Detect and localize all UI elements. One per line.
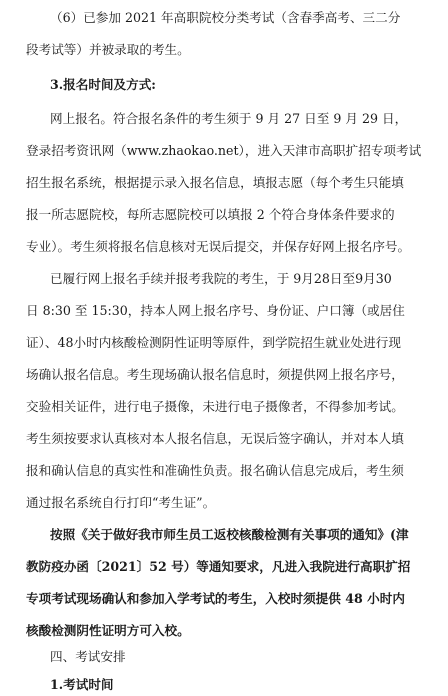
text-line: 已履行网上报名手续并报考我院的考生，于 9月28日至9月30	[50, 271, 392, 286]
text-line: 报和确认信息的真实性和准确性负责。报名确认信息完成后，考生须	[26, 463, 404, 478]
text-line: 通过报名系统自行打印“考生证”。	[26, 495, 216, 510]
notice-line: 专项考试现场确认和参加入学考试的考生，入校时须提供 48 小时内	[26, 591, 405, 606]
text-line: 登录招考资讯网（www.zhaokao.net），进入天津市高职扩招专项考试	[26, 143, 422, 158]
text-line: 段考试等）并被录取的考生。	[26, 42, 190, 57]
text-line: 招生报名系统，根据提示录入报名信息，填报志愿（每个考生只能填	[26, 175, 404, 190]
text-line: 网上报名。符合报名条件的考生须于 9 月 27 日至 9 月 29 日，	[50, 111, 408, 126]
notice-line: 教防疫办函〔2021〕52 号）等通知要求，凡进入我院进行高职扩招	[26, 559, 411, 574]
subsection-heading: 1.考试时间	[50, 677, 114, 692]
text-line: 日 8:30 至 15:30，持本人网上报名序号、身份证、户口簿（或居住	[26, 303, 405, 318]
section-heading: 3.报名时间及方式:	[50, 77, 156, 92]
text-line: 专业）。考生须将报名信息核对无误后提交，并保存好网上报名序号。	[26, 239, 411, 254]
text-line: 交验相关证件，进行电子摄像，未进行电子摄像者，不得参加考试。	[26, 399, 404, 414]
text-line: 场确认报名信息。考生现场确认报名信息时，须提供网上报名序号，	[26, 367, 404, 382]
text-line: 考生须按要求认真核对本人报名信息，无误后签字确认，并对本人填	[26, 431, 404, 446]
section-heading: 四、考试安排	[50, 649, 126, 664]
notice-line: 按照《关于做好我市师生员工返校核酸检测有关事项的通知》(津	[50, 527, 409, 542]
text-line: 报一所志愿院校，每所志愿院校可以填报 2 个符合身体条件要求的	[26, 207, 395, 222]
notice-line: 核酸检测阴性证明方可入校。	[26, 623, 190, 638]
text-line: （6）已参加 2021 年高职院校分类考试（含春季高考、三二分	[50, 10, 401, 25]
text-line: 证）、48小时内核酸检测阴性证明等原件，到学院招生就业处进行现	[26, 335, 401, 350]
